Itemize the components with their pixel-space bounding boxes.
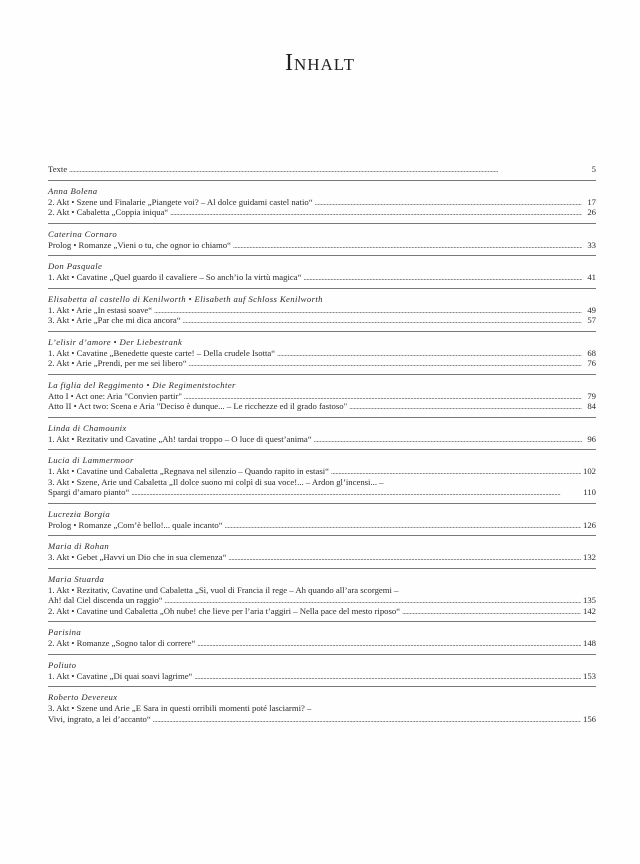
divider bbox=[48, 449, 596, 450]
opera-title: Don Pasquale bbox=[48, 261, 103, 271]
toc-entry-label: Prolog • Romanze „Vieni o tu, che ognor io chiamo“ bbox=[48, 239, 231, 250]
toc-entry-label: Spargi d’amaro pianto“ bbox=[48, 487, 130, 497]
opera-title: Elisabetta al castello di Kenilworth • Elisabeth auf Schloss Kenilworth bbox=[48, 293, 323, 304]
page-number: 153 bbox=[582, 670, 596, 681]
toc-entry-label: Texte bbox=[48, 164, 68, 174]
toc-entry bbox=[48, 703, 596, 714]
page-title: Inhalt bbox=[284, 50, 356, 76]
leader-dots bbox=[153, 714, 581, 726]
page-number: 84 bbox=[587, 401, 596, 411]
toc-entry[interactable] bbox=[48, 520, 596, 531]
page-number: 57 bbox=[587, 315, 596, 325]
page-number: 135 bbox=[582, 595, 596, 605]
opera-title: Anna Bolena bbox=[48, 185, 98, 196]
leader-dots bbox=[314, 434, 582, 446]
toc-entry-label: Ah! dal Ciel discenda un raggio“ bbox=[48, 595, 163, 605]
page-number: 5 bbox=[591, 164, 596, 174]
divider bbox=[48, 288, 596, 289]
divider bbox=[48, 568, 596, 569]
toc-entry[interactable] bbox=[48, 197, 596, 208]
toc-entry[interactable] bbox=[48, 207, 596, 218]
page-number: 156 bbox=[582, 713, 596, 724]
toc-entry-label: 1. Akt • Cavatine und Cabaletta „Regnava nel silenzio – Quando rapito in estasi“ bbox=[48, 466, 329, 476]
toc-entry[interactable] bbox=[48, 315, 596, 326]
divider bbox=[48, 535, 596, 536]
leader-dots bbox=[349, 401, 582, 413]
opera-title: L’elisir d’amore • Der Liebestrank bbox=[48, 336, 183, 347]
toc-entry-label: Atto II • Act two: Scena e Aria "Deciso è dunque... – Le ricchezze ed il grado fastoso" bbox=[48, 401, 348, 411]
opera-title: Maria di Rohan bbox=[48, 541, 110, 551]
divider bbox=[48, 621, 596, 622]
page-number: 49 bbox=[587, 304, 596, 315]
toc-entry[interactable] bbox=[48, 714, 596, 725]
page-number: 96 bbox=[587, 433, 596, 444]
opera-title: La figlia del Reggimento • Die Regimentstochter bbox=[48, 379, 236, 390]
page-number: 26 bbox=[587, 207, 596, 217]
leader-dots bbox=[170, 207, 582, 219]
toc-entry[interactable] bbox=[48, 466, 596, 477]
opera-title: Lucrezia Borgia bbox=[48, 508, 111, 519]
toc-entry-label: 1. Akt • Rezitativ, Cavatine und Cabaletta „Sì, vuol di Francia il rege – Ah quando all’ara scorgemi – bbox=[48, 584, 399, 595]
page-number: 132 bbox=[582, 552, 596, 562]
toc-entry-label: 3. Akt • Szene, Arie und Cabaletta „Il dolce suono mi colpì di sua voce!... – Ardon gl’incensi... – bbox=[48, 476, 384, 487]
opera-title: Maria Stuarda bbox=[48, 573, 105, 584]
toc-entry[interactable] bbox=[48, 272, 596, 283]
page-number: 142 bbox=[582, 605, 596, 616]
toc-entry-label: 2. Akt • Arie „Prendi, per me sei libero“ bbox=[48, 358, 187, 368]
toc-entry[interactable] bbox=[48, 391, 596, 402]
toc-entry-label: Vivi, ingrato, a lei d’accanto“ bbox=[48, 713, 151, 724]
page-number: 76 bbox=[587, 358, 596, 368]
leader-dots bbox=[131, 487, 581, 499]
toc-entry[interactable] bbox=[48, 240, 596, 251]
leader-dots bbox=[197, 638, 581, 650]
leader-dots bbox=[228, 552, 581, 564]
opera-title: Parisina bbox=[48, 627, 82, 637]
toc-entry-label: 1. Akt • Cavatine „Quel guardo il cavaliere – So anch’io la virtù magica“ bbox=[48, 272, 302, 282]
leader-dots bbox=[189, 358, 582, 370]
toc-entry-label: 3. Akt • Szene und Arie „E Sara in questi orribili momenti poté lasciarmi? – bbox=[48, 703, 312, 713]
divider bbox=[48, 686, 596, 687]
toc-entry-label: 1. Akt • Cavatine „Di quai soavi lagrime“ bbox=[48, 670, 193, 681]
toc-entry-texte[interactable] bbox=[48, 164, 596, 175]
toc-entry-label: 2. Akt • Cabaletta „Coppia iniqua“ bbox=[48, 207, 169, 217]
toc-entry[interactable] bbox=[48, 671, 596, 682]
toc-entry-label: 1. Akt • Cavatine „Benedette queste carte! – Della crudele Isotta“ bbox=[48, 347, 276, 358]
opera-title: Roberto Devereux bbox=[48, 692, 118, 702]
toc-entry bbox=[48, 585, 596, 596]
toc-entry-label: 1. Akt • Arie „In estasi soave“ bbox=[48, 304, 153, 315]
divider bbox=[48, 417, 596, 418]
toc-entry-label: 1. Akt • Rezitativ und Cavatine „Ah! tardai troppo – O luce di quest’anima“ bbox=[48, 433, 312, 444]
table-of-contents bbox=[48, 164, 596, 724]
toc-entry-label: 3. Akt • Gebet „Havvi un Dio che in sua clemenza“ bbox=[48, 552, 227, 562]
toc-entry-label: 2. Akt • Szene und Finalarie „Piangete voi? – Al dolce guidami castel natio“ bbox=[48, 196, 313, 207]
page-number: 79 bbox=[587, 390, 596, 401]
page-number: 102 bbox=[582, 466, 596, 476]
divider bbox=[48, 654, 596, 655]
toc-entry[interactable] bbox=[48, 638, 596, 649]
toc-entry-label: Atto I • Act one: Aria "Convien partir" bbox=[48, 390, 182, 401]
divider bbox=[48, 255, 596, 256]
leader-dots bbox=[225, 520, 581, 532]
opera-title: Lucia di Lammermoor bbox=[48, 455, 134, 465]
divider bbox=[48, 180, 596, 181]
opera-title: Linda di Chamounix bbox=[48, 422, 127, 433]
toc-entry[interactable] bbox=[48, 348, 596, 359]
toc-entry[interactable] bbox=[48, 401, 596, 412]
page-number: 148 bbox=[582, 638, 596, 648]
toc-entry[interactable] bbox=[48, 606, 596, 617]
divider bbox=[48, 331, 596, 332]
divider bbox=[48, 223, 596, 224]
toc-entry[interactable] bbox=[48, 358, 596, 369]
leader-dots bbox=[303, 272, 582, 284]
toc-entry[interactable] bbox=[48, 552, 596, 563]
toc-entry-label: Prolog • Romanze „Com’è bello!... quale incanto“ bbox=[48, 519, 223, 530]
leader-dots bbox=[183, 315, 582, 327]
divider bbox=[48, 503, 596, 504]
page-number: 41 bbox=[587, 272, 596, 282]
divider bbox=[48, 374, 596, 375]
page-number: 33 bbox=[587, 239, 596, 250]
leader-dots bbox=[233, 240, 582, 252]
page-number: 126 bbox=[582, 519, 596, 530]
toc-entry[interactable] bbox=[48, 305, 596, 316]
page-number: 17 bbox=[587, 196, 596, 207]
opera-title: Poliuto bbox=[48, 659, 77, 670]
leader-dots bbox=[402, 606, 581, 618]
toc-entry[interactable] bbox=[48, 595, 596, 606]
leader-dots bbox=[69, 164, 582, 176]
toc-entry bbox=[48, 477, 596, 488]
opera-title: Caterina Cornaro bbox=[48, 228, 118, 239]
toc-entry[interactable] bbox=[48, 434, 596, 445]
leader-dots bbox=[194, 671, 581, 683]
toc-entry-label: 2. Akt • Cavatine und Cabaletta „Oh nube! che lieve per l’aria t’aggiri – Nella pace del mesto riposo“ bbox=[48, 605, 401, 616]
toc-entry[interactable] bbox=[48, 487, 596, 498]
page-number: 110 bbox=[583, 487, 596, 497]
toc-entry-label: 2. Akt • Romanze „Sogno talor di correre“ bbox=[48, 638, 196, 648]
toc-entry-label: 3. Akt • Arie „Par che mi dica ancora“ bbox=[48, 315, 181, 325]
page-number: 68 bbox=[587, 347, 596, 358]
